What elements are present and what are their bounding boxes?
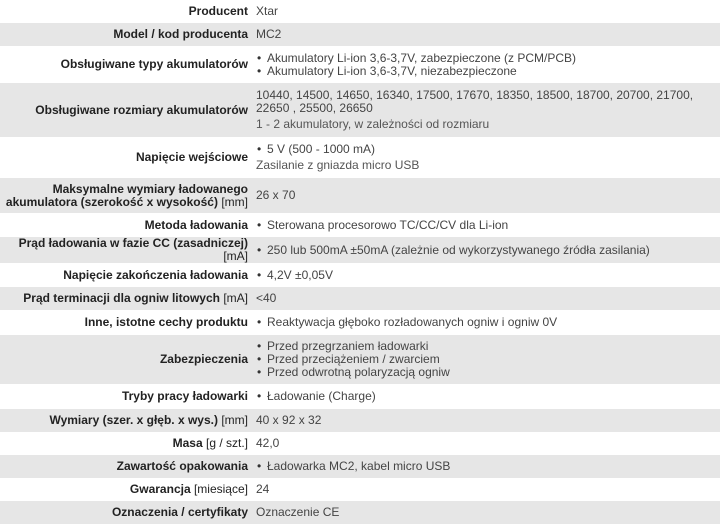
spec-row-battery-sizes: [0, 83, 720, 137]
spec-label-text: Maksymalne wymiary ładowanego akumulatora (szerokość x wysokość): [5, 181, 248, 209]
list-item: • Akumulatory Li-ion 3,6-3,7V, zabezpieczone (z PCM/PCB): [267, 52, 716, 65]
spec-label-text: Masa: [172, 436, 203, 450]
spec-value: [252, 237, 720, 263]
spec-label: [0, 478, 252, 501]
spec-unit: [mA]: [223, 249, 248, 263]
spec-unit: [miesiące]: [193, 482, 248, 496]
bullet-list: [256, 244, 716, 257]
spec-row-termination-current: [0, 287, 720, 310]
spec-value: [252, 455, 720, 478]
bullet-list: [256, 340, 716, 379]
spec-value: [252, 213, 720, 237]
spec-unit: [mm]: [221, 413, 248, 427]
spec-value: [252, 478, 720, 501]
list-item: • 4,2V ±0,05V: [267, 269, 716, 282]
spec-row-warranty: [0, 478, 720, 501]
spec-label: [0, 213, 252, 237]
spec-unit: [mA]: [223, 291, 248, 305]
spec-row-end-voltage: [0, 263, 720, 287]
spec-label-text: Inne, istotne cechy produktu: [84, 315, 248, 329]
spec-label: [0, 287, 252, 310]
list-item: • 5 V (500 - 1000 mA): [267, 143, 716, 156]
spec-unit: [g / szt.]: [205, 436, 248, 450]
spec-row-weight: [0, 432, 720, 455]
spec-label-text: Tryby pracy ładowarki: [121, 389, 248, 403]
bullet-list: [256, 143, 716, 156]
spec-row-dimensions: [0, 409, 720, 432]
spec-label: [0, 455, 252, 478]
spec-label-text: Model / kod producenta: [113, 27, 248, 41]
spec-label: [0, 178, 252, 213]
spec-value: [252, 432, 720, 455]
list-item: • Reaktywacja głęboko rozładowanych ogniw i ogniw 0V: [267, 316, 716, 329]
spec-value: [252, 178, 720, 213]
spec-row-operating-modes: [0, 384, 720, 409]
spec-label-text: Gwarancja: [129, 482, 191, 496]
spec-row-battery-types: [0, 46, 720, 83]
spec-row-max-dimensions: [0, 178, 720, 213]
spec-row-other-features: [0, 310, 720, 335]
spec-label: [0, 501, 252, 524]
spec-row-package-contents: [0, 455, 720, 478]
list-item: • Przed przegrzaniem ładowarki: [267, 340, 716, 353]
spec-label: [0, 432, 252, 455]
bullet-list: [256, 460, 716, 473]
spec-value: [252, 83, 720, 137]
spec-label: [0, 263, 252, 287]
spec-value: [252, 335, 720, 384]
spec-unit: [mm]: [221, 194, 248, 209]
bullet-list: [256, 316, 716, 329]
spec-value-text: Xtar: [256, 4, 279, 18]
spec-value: [252, 310, 720, 335]
spec-label: [0, 237, 252, 263]
spec-value-text: 10440, 14500, 14650, 16340, 17500, 17670, 18350, 18500, 18700, 20700, 21700, 22650 , 25500, 26650: [256, 88, 694, 115]
bullet-list: [256, 219, 716, 232]
spec-value-text: 42,0: [256, 436, 280, 450]
spec-value: [252, 137, 720, 178]
list-item: • Przed odwrotną polaryzacją ogniw: [267, 366, 716, 379]
spec-label-text: Zawartość opakowania: [116, 459, 248, 473]
list-item: • 250 lub 500mA ±50mA (zależnie od wykorzystywanego źródła zasilania): [267, 244, 716, 257]
spec-value-text: 40 x 92 x 32: [256, 413, 322, 427]
spec-value: [252, 23, 720, 46]
spec-label-text: Napięcie zakończenia ładowania: [63, 267, 248, 282]
spec-label-text: Prąd ładowania w fazie CC (zasadniczej): [18, 236, 248, 250]
spec-row-model: [0, 23, 720, 46]
spec-label: [0, 83, 252, 137]
spec-label: [0, 310, 252, 335]
spec-row-charging-method: [0, 213, 720, 237]
spec-label: [0, 46, 252, 83]
spec-note: 1 - 2 akumulatory, w zależności od rozmiaru: [256, 117, 490, 131]
spec-value-text: <40: [256, 291, 277, 305]
spec-value: [252, 384, 720, 409]
spec-label-text: Metoda ładowania: [144, 217, 248, 232]
spec-value-text: MC2: [256, 27, 282, 41]
spec-label-text: Producent: [188, 4, 248, 18]
list-item: • Ładowarka MC2, kabel micro USB: [267, 460, 716, 473]
spec-value-text: 24: [256, 482, 270, 496]
spec-label: [0, 409, 252, 432]
spec-label-text: Zabezpieczenia: [159, 352, 248, 366]
bullet-list: [256, 52, 716, 78]
bullet-list: [256, 390, 716, 403]
spec-label-text: Wymiary (szer. x głęb. x wys.): [49, 413, 218, 427]
spec-label: [0, 137, 252, 178]
spec-note: Zasilanie z gniazda micro USB: [256, 158, 420, 172]
spec-label: [0, 384, 252, 409]
spec-label-text: Napięcie wejściowe: [135, 150, 248, 164]
spec-row-certificates: [0, 501, 720, 524]
spec-label-text: Prąd terminacji dla ogniw litowych: [23, 291, 220, 305]
spec-row-protections: [0, 335, 720, 384]
list-item: • Akumulatory Li-ion 3,6-3,7V, niezabezpieczone: [267, 65, 716, 78]
spec-label: [0, 0, 252, 23]
spec-label: [0, 335, 252, 384]
spec-value: [252, 287, 720, 310]
spec-value-text: 26 x 70: [256, 188, 296, 202]
spec-row-cc-current: [0, 237, 720, 263]
spec-row-input-voltage: [0, 137, 720, 178]
spec-row-producer: [0, 0, 720, 23]
list-item: • Przed przeciążeniem / zwarciem: [267, 353, 716, 366]
spec-value: [252, 501, 720, 524]
spec-label-text: Oznaczenia / certyfikaty: [111, 505, 248, 519]
spec-label-text: Obsługiwane typy akumulatorów: [60, 57, 248, 71]
bullet-list: [256, 269, 716, 282]
spec-value: [252, 263, 720, 287]
spec-label-text: Obsługiwane rozmiary akumulatorów: [35, 102, 248, 117]
spec-value-text: Oznaczenie CE: [256, 505, 340, 519]
list-item: • Sterowana procesorowo TC/CC/CV dla Li-ion: [267, 219, 716, 232]
list-item: • Ładowanie (Charge): [267, 390, 716, 403]
spec-value: [252, 0, 720, 23]
spec-value: [252, 46, 720, 83]
spec-label: [0, 23, 252, 46]
spec-value: [252, 409, 720, 432]
